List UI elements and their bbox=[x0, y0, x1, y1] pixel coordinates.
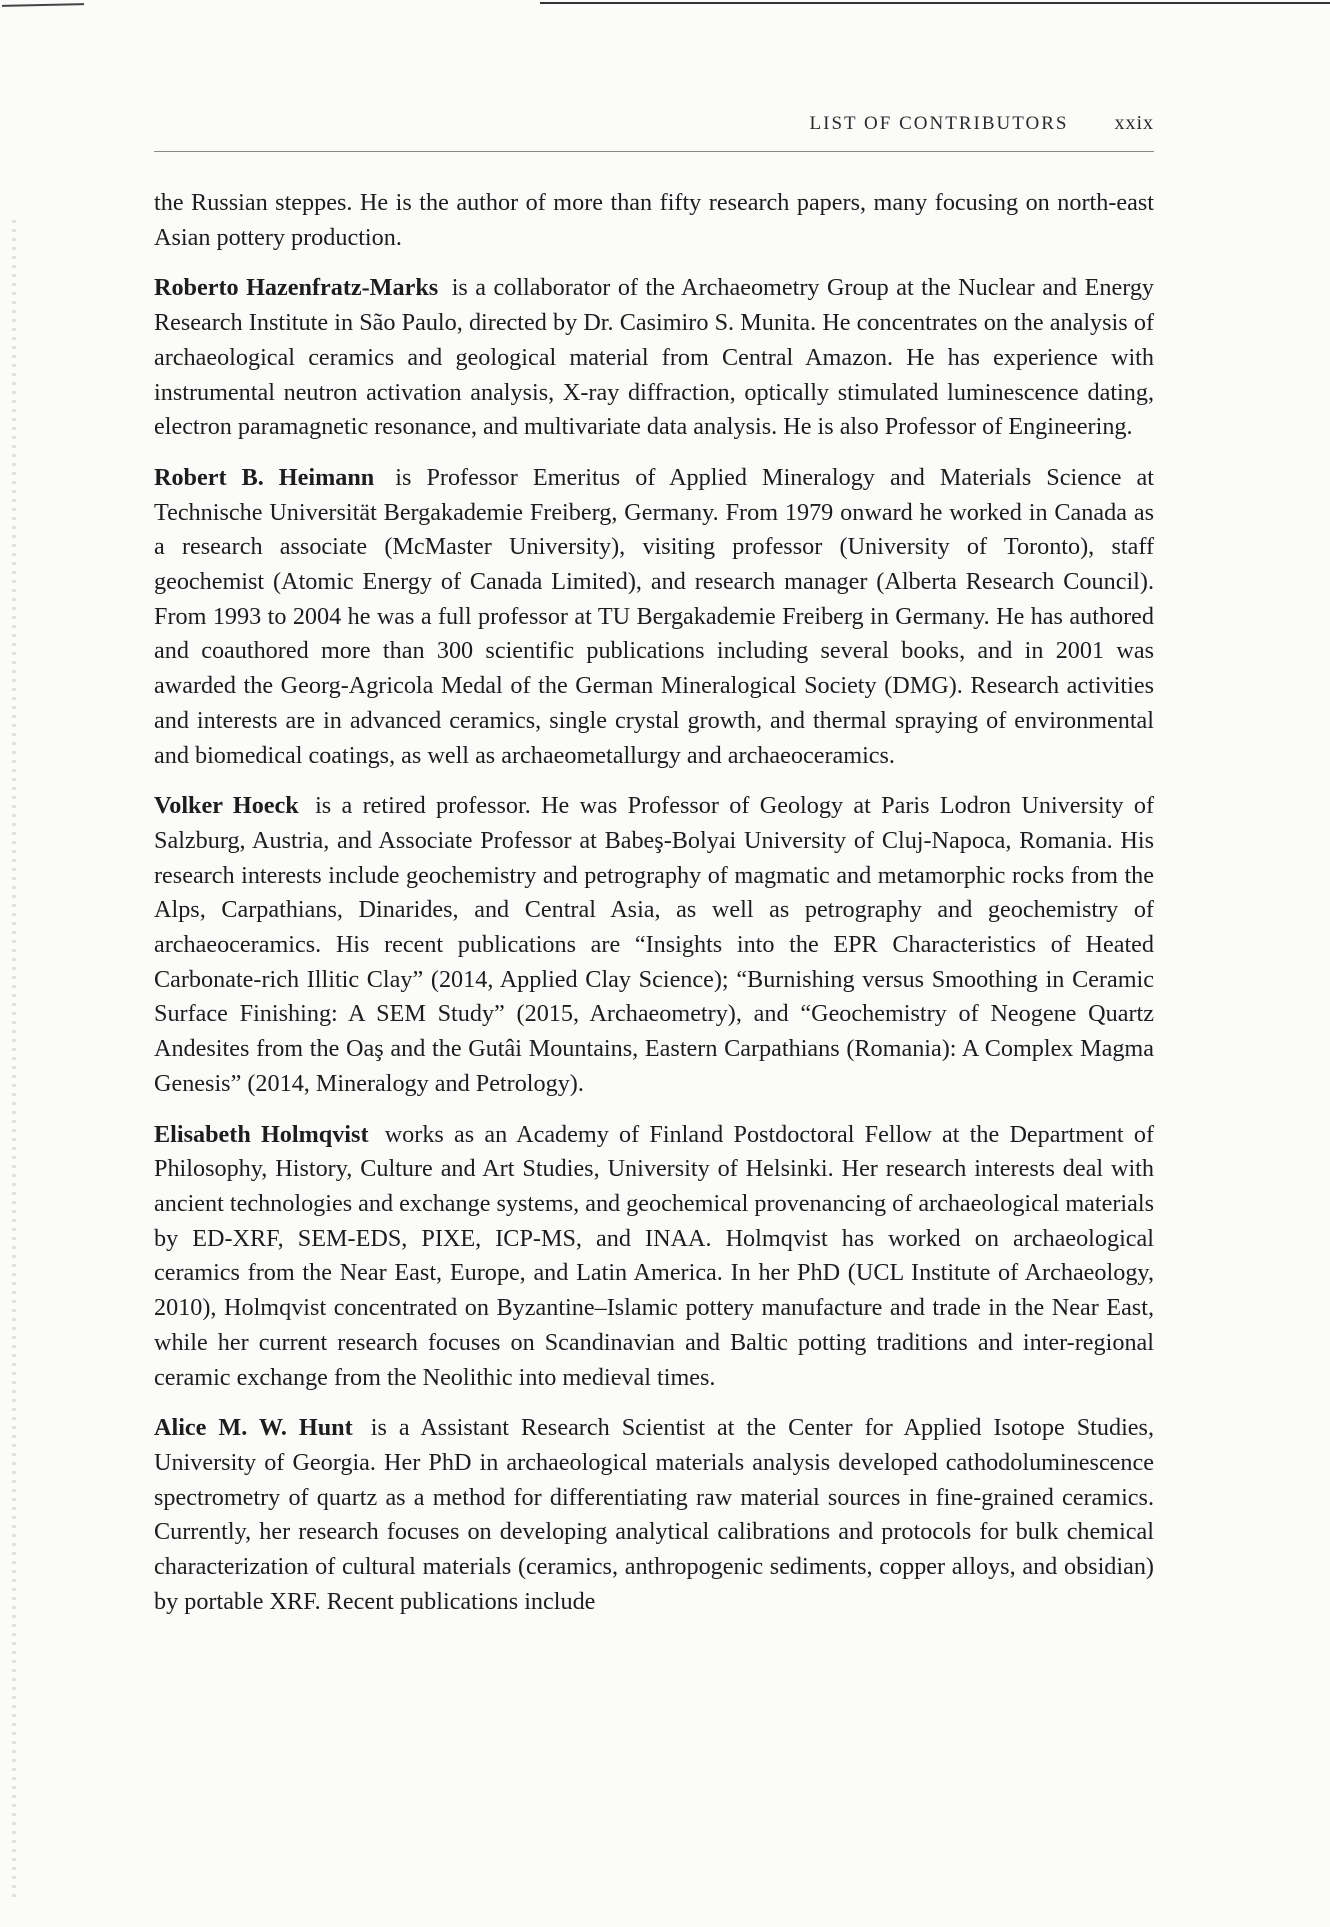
scan-binding-edge bbox=[12, 220, 16, 1900]
contributor-entry bbox=[154, 271, 1154, 445]
contributor-name: Alice M. W. Hunt bbox=[154, 1414, 353, 1442]
contributor-entry-continued bbox=[154, 186, 1154, 255]
contributor-bio: is a Assistant Research Scientist at the Center for Applied Isotope Studies, University of Georgia. Her PhD in archaeological materials analysis developed cathodoluminescence spectrometry of quartz as a method for differentiating raw material sources in fine-grained ceramics. Currently, her research focuses on developing analytical calibrations and protocols for bulk chemical characterization of cultural materials (ceramics, anthropogenic sediments, copper alloys, and obsidian) by portable XRF. Recent publications include bbox=[154, 1414, 1154, 1615]
header-rule bbox=[154, 151, 1154, 152]
contributor-list bbox=[154, 186, 1154, 1635]
contributor-entry bbox=[154, 789, 1154, 1101]
contributor-bio: the Russian steppes. He is the author of more than fifty research papers, many focusing on north-east Asian pottery production. bbox=[154, 189, 1154, 251]
contributor-entry bbox=[154, 1411, 1154, 1619]
contributor-bio: is Professor Emeritus of Applied Mineralogy and Materials Science at Technische Universität Bergakademie Freiberg, Germany. From 1979 onward he worked in Canada as a research associate (McMaster University), visiting professor (University of Toronto), staff geochemist (Atomic Energy of Canada Limited), and research manager (Alberta Research Council). From 1993 to 2004 he was a full professor at TU Bergakademie Freiberg in Germany. He has authored and coauthored more than 300 scientific publications including several books, and in 2001 was awarded the Georg-Agricola Medal of the German Mineralogical Society (DMG). Research activities and interests are in advanced ceramics, single crystal growth, and thermal spraying of environmental and biomedical coatings, as well as archaeometallurgy and archaeoceramics. bbox=[154, 463, 1155, 769]
running-title: LIST OF CONTRIBUTORS bbox=[809, 113, 1069, 134]
top-edge-rule bbox=[540, 2, 1330, 4]
contributor-entry bbox=[154, 461, 1154, 773]
contributor-name: Robert B. Heimann bbox=[154, 463, 375, 491]
contributor-bio: is a collaborator of the Archaeometry Group at the Nuclear and Energy Research Institute in São Paulo, directed by Dr. Casimiro S. Munita. He concentrates on the analysis of archaeological ceramics and geological material from Central Amazon. He has experience with instrumental neutron activation analysis, X-ray diffraction, optically stimulated luminescence dating, electron paramagnetic resonance, and multivariate data analysis. He is also Professor of Engineering. bbox=[154, 274, 1155, 441]
contributor-entry bbox=[154, 1118, 1154, 1396]
contributor-name: Roberto Hazenfratz-Marks bbox=[154, 274, 439, 302]
page-number: xxix bbox=[1114, 112, 1154, 134]
contributor-name: Elisabeth Holmqvist bbox=[154, 1120, 369, 1148]
scan-corner-mark bbox=[2, 3, 84, 7]
contributor-name: Volker Hoeck bbox=[154, 792, 299, 820]
contributor-bio: works as an Academy of Finland Postdoctoral Fellow at the Department of Philosophy, History, Culture and Art Studies, University of Helsinki. Her research interests deal with ancient technologies and exchange systems, and geochemical provenancing of archaeological materials by ED-XRF, SEM-EDS, PIXE, ICP-MS, and INAA. Holmqvist has worked on archaeological ceramics from the Near East, Europe, and Latin America. In her PhD (UCL Institute of Archaeology, 2010), Holmqvist concentrated on Byzantine–Islamic pottery manufacture and trade in the Near East, while her current research focuses on Scandinavian and Baltic potting traditions and inter-regional ceramic exchange from the Neolithic into medieval times. bbox=[154, 1120, 1155, 1391]
contributor-bio: is a retired professor. He was Professor of Geology at Paris Lodron University of Salzburg, Austria, and Associate Professor at Babeş-Bolyai University of Cluj-Napoca, Romania. His research interests include geochemistry and petrography of magmatic and metamorphic rocks from the Alps, Carpathians, Dinarides, and Central Asia, as well as petrography and geochemistry of archaeoceramics. His recent publications are “Insights into the EPR Characteristics of Heated Carbonate-rich Illitic Clay” (2014, Applied Clay Science); “Burnishing versus Smoothing in Ceramic Surface Finishing: A SEM Study” (2015, Archaeometry), and “Geochemistry of Neogene Quartz Andesites from the Oaş and the Gutâi Mountains, Eastern Carpathians (Romania): A Complex Magma Genesis” (2014, Mineralogy and Petrology). bbox=[154, 792, 1154, 1097]
running-header bbox=[154, 112, 1154, 135]
